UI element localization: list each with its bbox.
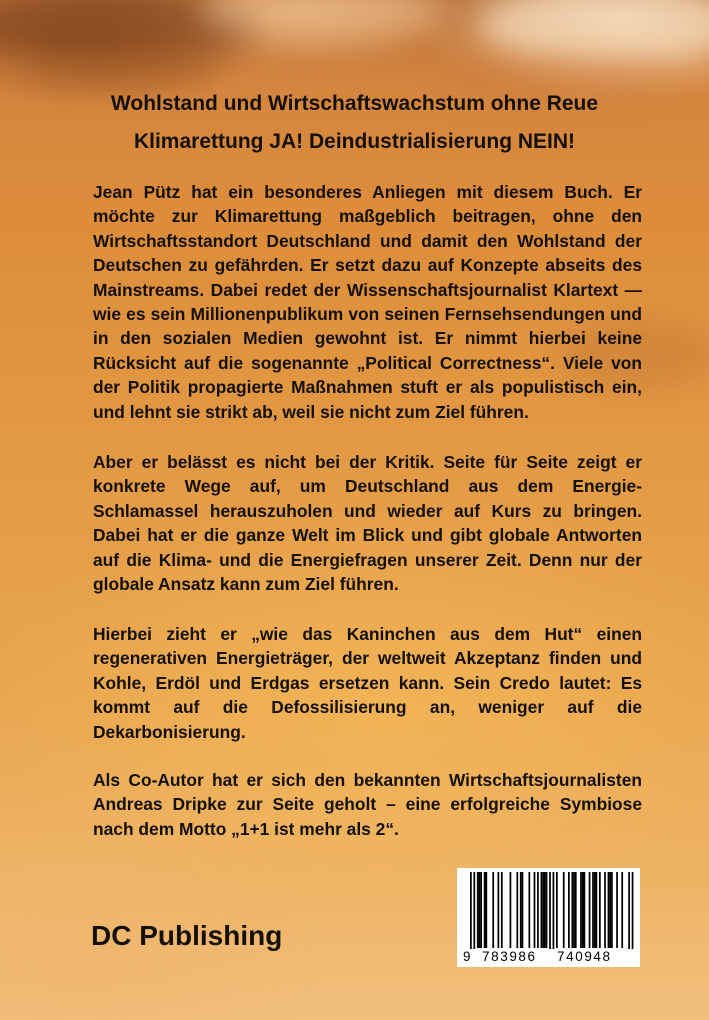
book-subtitle: Klimarettung JA! Deindustrialisierung NEIN! bbox=[133, 130, 576, 153]
barcode-bar bbox=[589, 872, 591, 948]
barcode-bar bbox=[480, 872, 482, 948]
barcode-bar bbox=[516, 872, 518, 948]
barcode-bar bbox=[571, 872, 573, 948]
blurb-paragraph: Als Co-Autor hat er sich den bekannten Wirtschaftsjournalisten Andreas Dripke zur Seite geholt – eine erfolgreiche Symbiose nach dem Motto „1+1 ist mehr als 2“. bbox=[93, 770, 642, 839]
barcode-bar bbox=[611, 872, 613, 948]
sky-cloud bbox=[480, 0, 709, 65]
barcode-bar bbox=[604, 872, 606, 948]
barcode-bar bbox=[528, 872, 530, 948]
barcode-bar bbox=[621, 872, 623, 948]
barcode-bar bbox=[556, 872, 558, 948]
barcode-bar bbox=[541, 872, 543, 948]
isbn-barcode bbox=[457, 868, 640, 964]
barcode-bar bbox=[609, 872, 611, 948]
barcode-bar bbox=[582, 872, 584, 948]
sky-cloud bbox=[200, 0, 440, 40]
barcode-bar bbox=[544, 872, 546, 948]
barcode-bar bbox=[501, 872, 503, 948]
barcode-bar bbox=[632, 872, 634, 952]
sky-cloud bbox=[20, 50, 220, 90]
barcode-bar bbox=[599, 872, 601, 948]
barcode-right-group: 740948 bbox=[557, 949, 612, 964]
barcode-bar bbox=[492, 872, 494, 948]
barcode-bar bbox=[479, 872, 481, 948]
barcode-bar bbox=[584, 872, 586, 948]
barcode-bar bbox=[596, 872, 598, 948]
barcode-bar bbox=[477, 872, 479, 948]
barcode-bar bbox=[573, 872, 575, 948]
barcode-bar bbox=[537, 872, 539, 948]
barcode-bar bbox=[534, 872, 536, 948]
barcode-bar bbox=[498, 872, 500, 948]
barcode-bar bbox=[628, 872, 630, 952]
barcode-bar bbox=[553, 872, 555, 952]
barcode-bar bbox=[616, 872, 618, 948]
barcode-bar bbox=[473, 872, 475, 952]
barcode-bar bbox=[520, 872, 522, 948]
barcode-bar bbox=[563, 872, 565, 948]
barcode-bar bbox=[594, 872, 596, 948]
blurb-paragraph: Jean Pütz hat ein besonderes Anliegen mit diesem Buch. Er möchte zur Klimarettung maßgeblich beitragen, ohne den Wirtschaftsstandort Deutschland und damit den Wohlstand der Deutschen zu gefährden. Er setzt dazu auf Konzepte abseits des Mainstreams. Dabei redet der Wissenschaftsjournalist Klartext — wie es sein Millionenpublikum von seinen Fernsehsendungen und in den sozialen Medien gewohnt ist. Er nimmt hierbei keine Rücksicht auf die sogenannte „Political Correctness“. Viele von der Politik propagierte Maßnahmen stuft er als populistisch ein, und lehnt sie strikt ab, weil sie nicht zum Ziel führen. bbox=[93, 182, 642, 422]
sky-cloud bbox=[0, 0, 260, 60]
barcode-bars bbox=[457, 868, 640, 952]
barcode-bar bbox=[510, 872, 512, 948]
barcode-bar bbox=[522, 872, 524, 948]
barcode-bar bbox=[608, 872, 610, 948]
barcode-bar bbox=[542, 872, 544, 948]
barcode-bar bbox=[592, 872, 594, 948]
barcode-bar bbox=[484, 872, 486, 948]
publisher-name: DC Publishing bbox=[91, 920, 283, 951]
blurb-paragraph: Hierbei zieht er „wie das Kaninchen aus dem Hut“ einen regenerativen Energieträger, der weltweit Akzeptanz finden und Kohle, Erdöl und Erdgas ersetzen kann. Sein Credo lautet: Es kommt auf die Defossilisierung an, weniger auf die Dekarbonisierung. bbox=[93, 624, 642, 742]
barcode-number bbox=[457, 949, 640, 967]
blurb-paragraph: Aber er belässt es nicht bei der Kritik. Seite für Seite zeigt er konkrete Wege auf, um Deutschland aus dem Energie-Schlamassel herauszuholen und wieder auf Kurs zu bringen. Dabei hat er die ganze Welt im Blick und gibt globale Antworten auf die Klima- und die Energiefragen unserer Zeit. Denn nur der globale Ansatz kann zum Ziel führen. bbox=[93, 452, 642, 595]
barcode-first-digit: 9 bbox=[463, 949, 471, 964]
book-title: Wohlstand und Wirtschaftswachstum ohne Reue bbox=[110, 92, 599, 115]
barcode-bar bbox=[580, 872, 582, 948]
barcode-bar bbox=[485, 872, 487, 948]
barcode-bar bbox=[470, 872, 472, 952]
barcode-bar bbox=[546, 872, 548, 948]
barcode-left-group: 783986 bbox=[482, 949, 537, 964]
barcode-bar bbox=[575, 872, 577, 948]
barcode-bar bbox=[568, 872, 570, 948]
barcode-bar bbox=[549, 872, 551, 952]
